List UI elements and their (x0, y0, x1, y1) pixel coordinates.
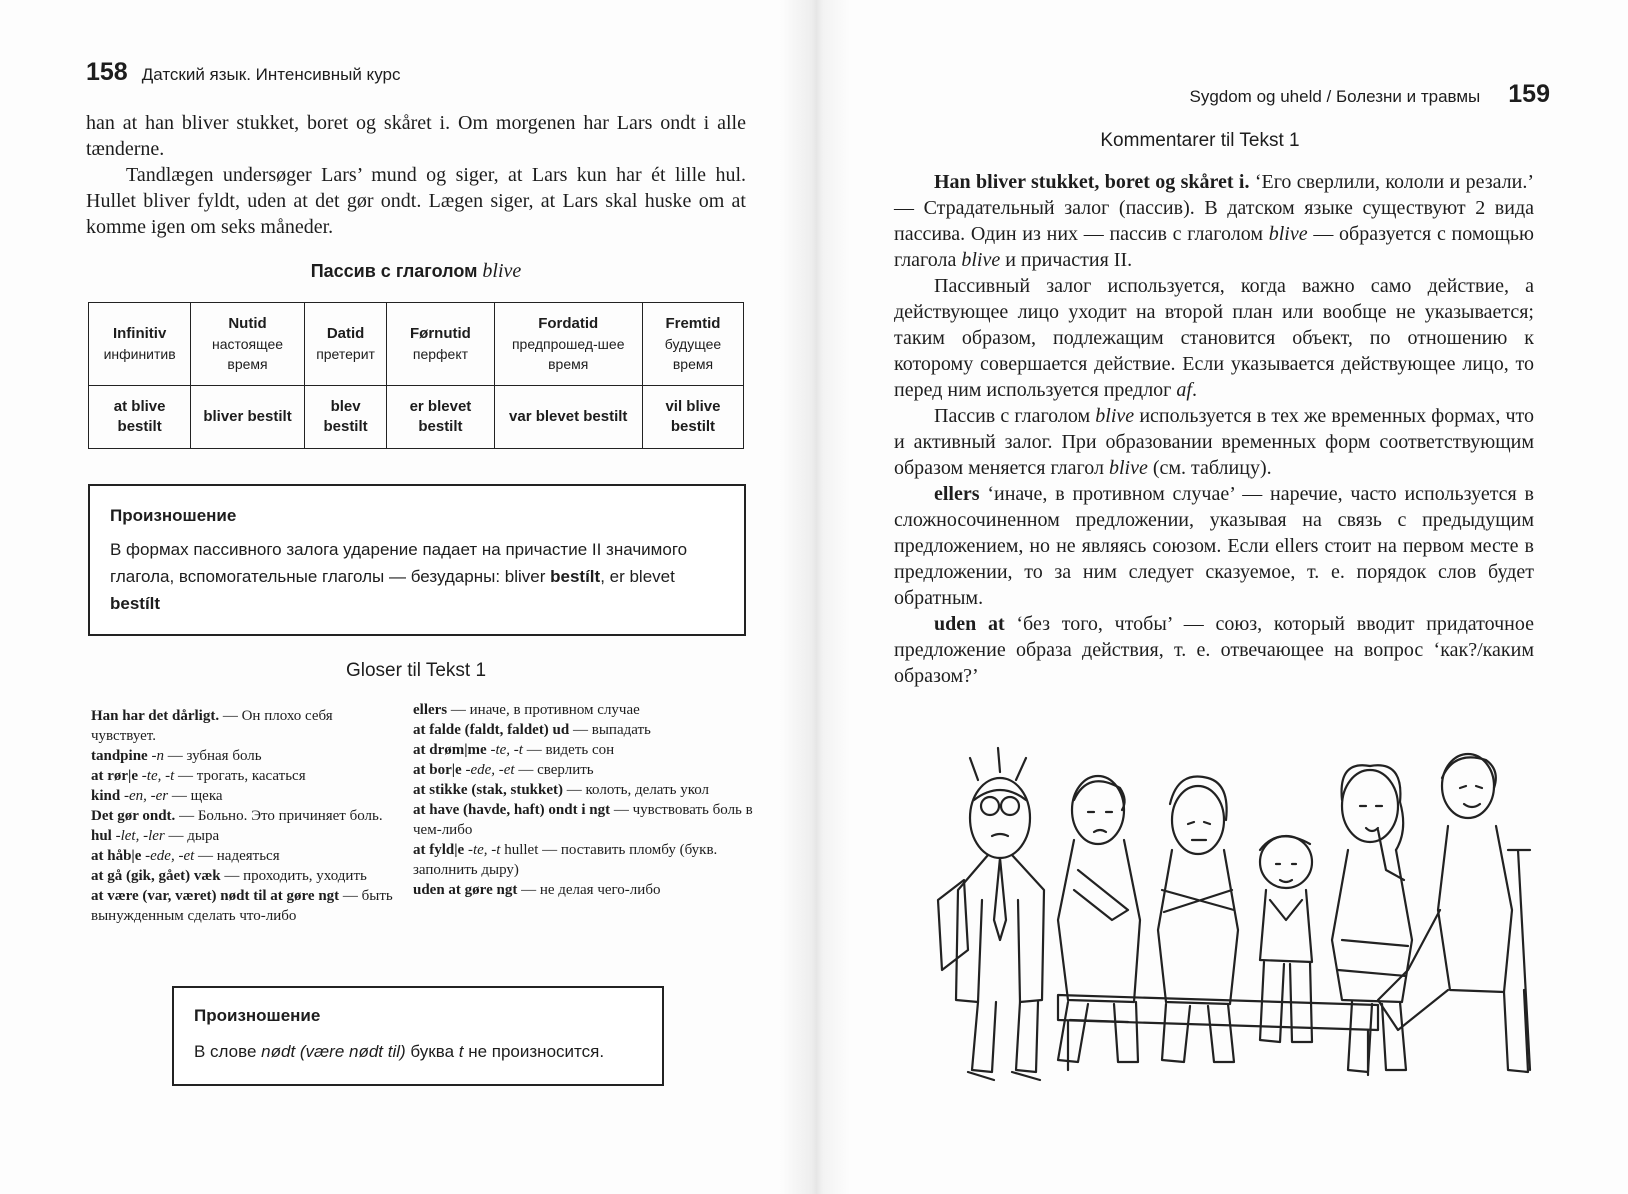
pronunciation-box (88, 484, 746, 636)
figure-child (1260, 836, 1312, 1042)
intro-paragraph: Tandlægen undersøger Lars’ mund og siger, at Lars kun har ét lille hul. Hullet bliver fyldt, uden at det gør ondt. Lægen siger, at Lars skal huske om at komme igen om seks måneder. (86, 164, 746, 238)
left-page-header (86, 58, 400, 87)
commentary-paragraph: uden at ‘без того, чтобы’ — союз, который вводит придаточное предложение образа действия, т. е. отвечающее на вопрос ‘как?/каким образом?’ (894, 613, 1535, 687)
glossary-entry: uden at gøre ngt — не делая чего-либо (413, 882, 661, 898)
table-cell: at blive bestilt (89, 386, 191, 449)
commentary-paragraph: ellers ‘иначе, в противном случае’ — наречие, часто используется в сложносочиненном предложении, указывая на связь с предыдущим предложением, но не являясь союзом. Если ellers стоит на первом месте в предложении, то за ним следует сказуемое, т. е. порядок слов будет обратным. (894, 483, 1534, 609)
running-head: Sygdom og uheld / Болезни и травмы (1189, 87, 1481, 106)
table-title (86, 260, 746, 283)
glossary-entry: ellers — иначе, в противном случае (413, 702, 640, 718)
table-header-cell: Nutid настоящее время (191, 303, 305, 386)
table-cell: bliver bestilt (191, 386, 305, 449)
intro-paragraph: han at han bliver stukket, boret og skåret i. Om morgenen har Lars ondt i alle tænderne. (86, 112, 746, 160)
box-text: В формах пассивного залога ударение падает на причастие II значимого глагола, вспомогательные глаголы — безударны: bliver bestílt, er blevet bestílt (110, 540, 688, 613)
glossary-entry: kind -en, -er — щека (91, 788, 223, 804)
glossary-entry: at falde (faldt, faldet) ud — выпадать (413, 722, 651, 738)
right-page-header (1175, 80, 1550, 109)
box-title: Произношение (194, 1006, 321, 1025)
glossary-entry: Det gør ondt. — Больно. Это причиняет боль. (91, 808, 383, 824)
waiting-room-illustration (908, 740, 1548, 1110)
figure-woman-crossed-arms (1158, 776, 1238, 1062)
table-header-cell: Datid претерит (304, 303, 387, 386)
box-text: В слове nødt (være nødt til) буква t не произносится. (194, 1042, 605, 1061)
glossary-entry: at bor|e -ede, -et — сверлить (413, 762, 594, 778)
table-title-word: blive (482, 260, 522, 282)
table-title-text: Пассив с глаголом (310, 261, 478, 281)
figure-woman-worried (1332, 765, 1412, 1072)
page-number: 158 (86, 58, 128, 86)
glossary-entry: at have (havde, haft) ondt i ngt — чувствовать боль в чем-либо (413, 802, 753, 838)
commentary-paragraph: Han bliver stukket, boret og skåret i. ‘Его сверлили, кололи и резали.’ — Страдательный залог (пассив). В датском языке существуют 2 вида пассива. Один из них — пассив с глаголом blive — образуется с помощью глагола blive и причастия II. (894, 171, 1534, 271)
table-cell: er blevet bestilt (387, 386, 494, 449)
passive-table (88, 302, 744, 449)
commentary-text (894, 169, 1534, 689)
table-header-cell: Infinitiv инфинитив (89, 303, 191, 386)
right-page (850, 0, 1628, 1194)
table-row (89, 386, 744, 449)
glossary-entry: at være (var, været) nødt til at gøre ngt — быть вынужденным сделать что-либо (91, 888, 393, 924)
table-cell: vil blive bestilt (642, 386, 743, 449)
glossary-entry: at fyld|e -te, -t hullet — поставить пломбу (букв. заполнить дыру) (413, 842, 718, 878)
glossary-right (413, 700, 753, 900)
table-header-row (89, 303, 744, 386)
commentary-paragraph: Пассив с глаголом blive используется в тех же временных формах, что и активный залог. При образовании временных форм соответствующим образом меняется глагол blive (см. таблицу). (894, 405, 1534, 479)
section-title: Kommentarer til Tekst 1 (1100, 130, 1300, 151)
glossary-entry: tandpine -n — зубная боль (91, 748, 262, 764)
glossary-entry: at gå (gik, gået) væk — проходить, уходить (91, 868, 367, 884)
glossary-entry: Han har det dårligt. — Он плохо себя чувствует. (91, 708, 333, 744)
left-page (0, 0, 780, 1194)
page-number: 159 (1508, 80, 1550, 108)
table-cell: var blevet bestilt (494, 386, 642, 449)
glossary-entry: at drøm|me -te, -t — видеть сон (413, 742, 615, 758)
table-header-cell: Fremtid будущее время (642, 303, 743, 386)
glossary-entry: at håb|e -ede, -et — надеяться (91, 848, 280, 864)
table-header-cell: Fordatid предпрошед-шее время (494, 303, 642, 386)
book-gutter (780, 0, 850, 1194)
commentary-paragraph: Пассивный залог используется, когда важно само действие, а действующее лицо уходит на второй план или вообще не указывается; таким образом, подлежащим становится объект, по отношению к которому совершается действие. Если указывается действующее лицо, то перед ним используется предлог af. (894, 275, 1534, 401)
table-header-cell: Førnutid перфект (387, 303, 494, 386)
gloser-title: Gloser til Tekst 1 (345, 660, 487, 681)
pronunciation-box (172, 986, 664, 1086)
glossary-entry: at rør|e -te, -t — трогать, касаться (91, 768, 306, 784)
intro-text (86, 110, 746, 240)
figure-man-sling (1058, 776, 1140, 1062)
glossary-left (91, 706, 401, 926)
figure-man-glasses (938, 748, 1044, 1080)
box-title: Произношение (110, 506, 237, 525)
glossary-entry: hul -let, -ler — дыра (91, 828, 220, 844)
glossary-entry: at stikke (stak, stukket) — колоть, делать укол (413, 782, 710, 798)
table-cell: blev bestilt (304, 386, 387, 449)
running-head: Датский язык. Интенсивный курс (141, 65, 401, 84)
